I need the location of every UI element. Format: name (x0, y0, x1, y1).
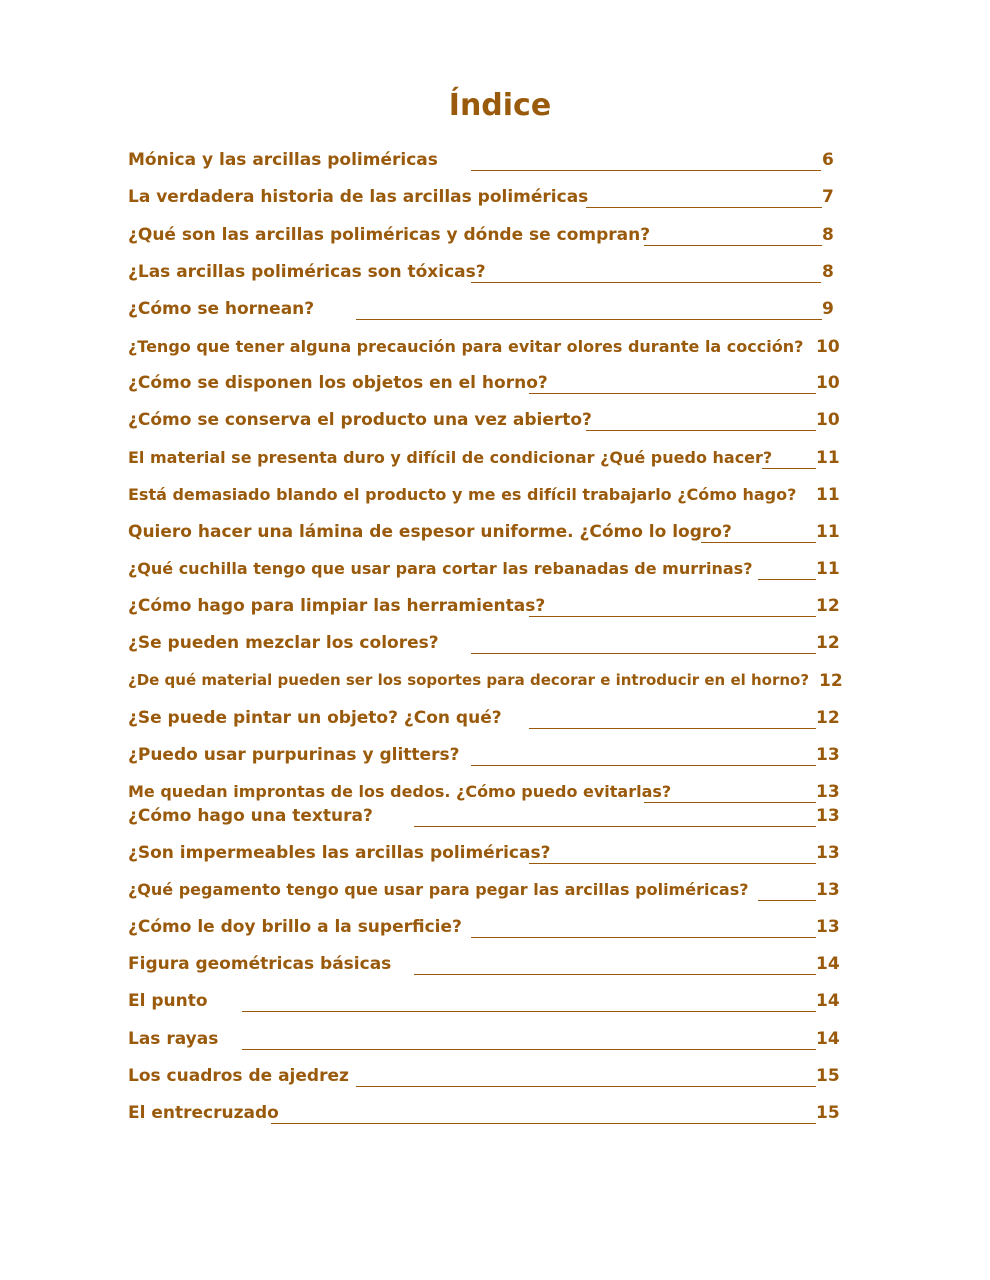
toc-entry-label: Figura geométricas básicas (128, 954, 392, 974)
toc-leader-line (701, 542, 816, 543)
toc-entry-label: ¿Tengo que tener alguna precaución para evitar olores durante la cocción? (128, 337, 804, 356)
toc-entry-page: 7 (822, 187, 834, 207)
toc-leader-line (271, 1123, 816, 1124)
toc-entry-page: 15 (816, 1066, 840, 1086)
toc-entry-page: 13 (816, 917, 840, 937)
toc-entry-page: 13 (816, 782, 840, 802)
toc-entry-page: 12 (816, 596, 840, 616)
toc-entry-page: 13 (816, 880, 840, 900)
toc-leader-line (529, 728, 816, 729)
toc-leader-line (758, 579, 816, 580)
toc-entry-label: ¿Cómo se disponen los objetos en el horno? (128, 373, 548, 393)
toc-entry-label: ¿Las arcillas poliméricas son tóxicas? (128, 262, 486, 282)
toc-entry-page: 6 (822, 150, 834, 170)
toc-entry-page: 13 (816, 806, 840, 826)
toc-entry-page: 14 (816, 991, 840, 1011)
toc-entry-label: Los cuadros de ajedrez (128, 1066, 349, 1086)
toc-leader-line (529, 393, 816, 394)
toc-leader-line (242, 1011, 816, 1012)
toc-entry-page: 15 (816, 1103, 840, 1123)
toc-entry-page: 14 (816, 1029, 840, 1049)
toc-entry-label: Mónica y las arcillas poliméricas (128, 150, 438, 170)
toc-leader-line (471, 765, 816, 766)
toc-leader-line (414, 826, 816, 827)
toc-entry-page: 12 (816, 708, 840, 728)
toc-leader-line (414, 974, 816, 975)
toc-entry-label: ¿Qué pegamento tengo que usar para pegar las arcillas poliméricas? (128, 880, 749, 899)
toc-entry-page: 11 (816, 485, 840, 505)
toc-leader-line (242, 1049, 816, 1050)
toc-entry-label: ¿Se puede pintar un objeto? ¿Con qué? (128, 708, 502, 728)
toc-leader-line (762, 468, 816, 469)
toc-leader-line (529, 616, 816, 617)
toc-leader-line (471, 937, 816, 938)
toc-entry-label: Las rayas (128, 1029, 219, 1049)
toc-leader-line (586, 207, 822, 208)
toc-entry-page: 12 (816, 633, 840, 653)
toc-entry-label: El material se presenta duro y difícil de condicionar ¿Qué puedo hacer? (128, 448, 773, 467)
toc-entry-label: ¿Cómo hago una textura? (128, 806, 373, 826)
toc-entry-label: ¿Son impermeables las arcillas poliméricas? (128, 843, 551, 863)
toc-entry-page: 9 (822, 299, 834, 319)
toc-entry-label: El entrecruzado (128, 1103, 279, 1123)
toc-entry-label: ¿Cómo se hornean? (128, 299, 315, 319)
toc-leader-line (644, 245, 822, 246)
toc-leader-line (356, 319, 822, 320)
toc-leader-line (471, 653, 816, 654)
toc-entry-page: 11 (816, 448, 840, 468)
toc-entry-page: 10 (816, 337, 840, 357)
toc-leader-line (586, 430, 816, 431)
page-title: Índice (448, 88, 552, 123)
toc-leader-line (471, 170, 821, 171)
toc-entry-label: ¿Se pueden mezclar los colores? (128, 633, 439, 653)
toc-entry-page: 14 (816, 954, 840, 974)
toc-entry-label: ¿Puedo usar purpurinas y glitters? (128, 745, 460, 765)
toc-entry-label: ¿Qué cuchilla tengo que usar para cortar las rebanadas de murrinas? (128, 559, 753, 578)
toc-entry-label: La verdadera historia de las arcillas poliméricas (128, 187, 589, 207)
toc-entry-label: ¿Cómo hago para limpiar las herramientas? (128, 596, 546, 616)
toc-entry-label: ¿Cómo se conserva el producto una vez abierto? (128, 410, 592, 430)
toc-leader-line (529, 863, 816, 864)
toc-entry-label: Me quedan improntas de los dedos. ¿Cómo puedo evitarlas? (128, 782, 672, 801)
toc-entry-label: Quiero hacer una lámina de espesor uniforme. ¿Cómo lo logro? (128, 522, 732, 542)
toc-leader-line (758, 900, 816, 901)
toc-entry-label: ¿Cómo le doy brillo a la superficie? (128, 917, 462, 937)
toc-entry-page: 10 (816, 410, 840, 430)
toc-entry-page: 12 (819, 671, 843, 691)
toc-leader-line (471, 282, 821, 283)
toc-entry-page: 13 (816, 843, 840, 863)
toc-entry-label: ¿Qué son las arcillas poliméricas y dónde se compran? (128, 225, 651, 245)
toc-entry-label: El punto (128, 991, 208, 1011)
toc-entry-label: ¿De qué material pueden ser los soportes para decorar e introducir en el horno? (128, 671, 810, 689)
toc-leader-line (644, 802, 816, 803)
toc-entry-page: 8 (822, 225, 834, 245)
toc-entry-page: 13 (816, 745, 840, 765)
toc-entry-page: 11 (816, 522, 840, 542)
toc-leader-line (356, 1086, 816, 1087)
toc-entry-label: Está demasiado blando el producto y me es difícil trabajarlo ¿Cómo hago? (128, 485, 797, 504)
toc-entry-page: 10 (816, 373, 840, 393)
toc-entry-page: 8 (822, 262, 834, 282)
toc-entry-page: 11 (816, 559, 840, 579)
